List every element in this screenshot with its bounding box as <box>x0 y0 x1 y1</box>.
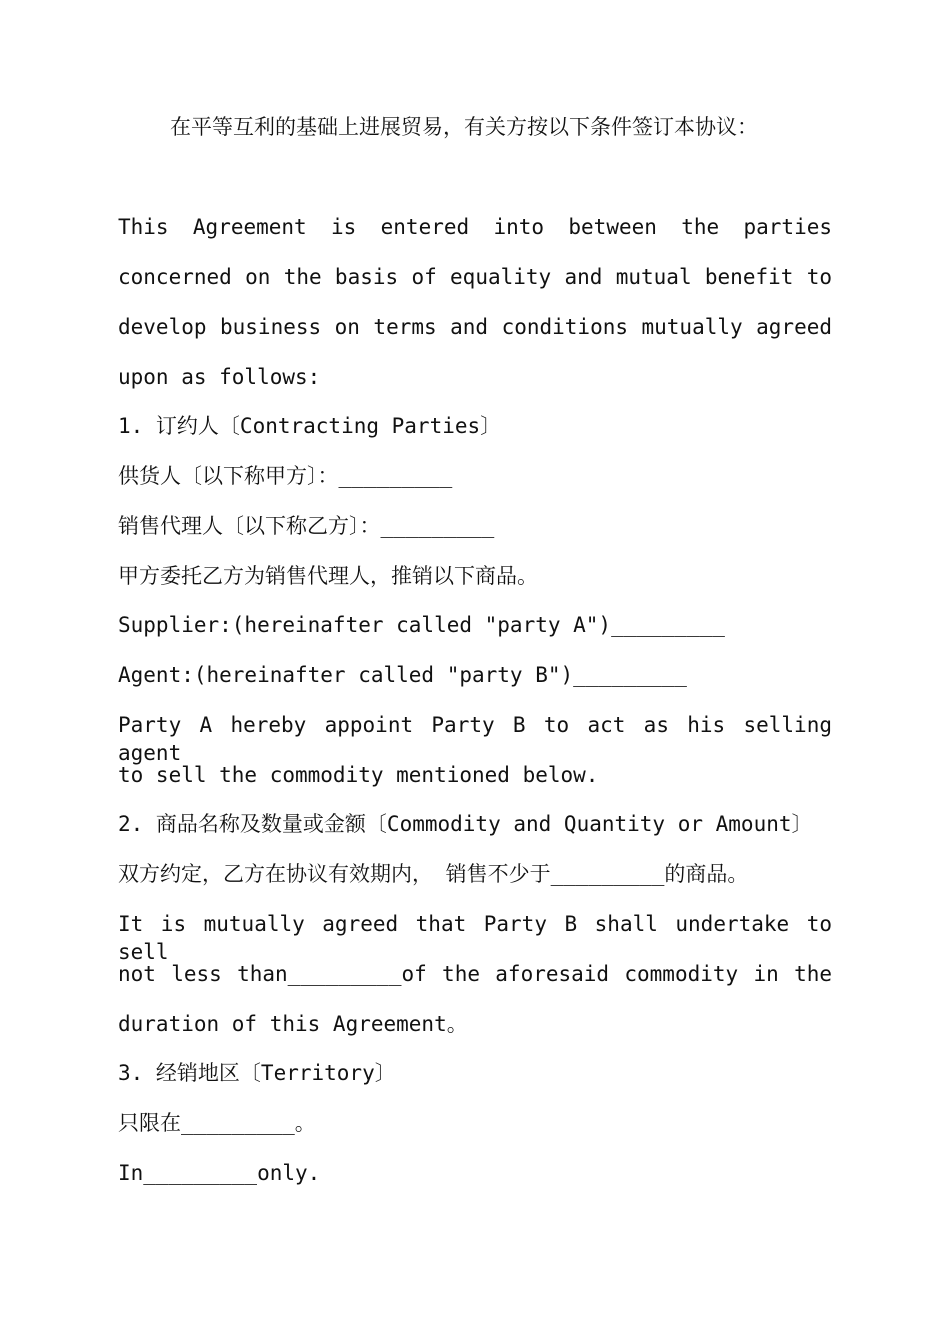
quantity-english-line-3: duration of this Agreement。 <box>118 1012 468 1036</box>
quantity-english-line-2: not less than_________of the aforesaid commodity in the <box>118 962 832 986</box>
territory-chinese: 只限在_________。 <box>118 1111 316 1135</box>
territory-english: In_________only. <box>118 1161 321 1185</box>
section-1-heading: 1. 订约人〔Contracting Parties〕 <box>118 414 502 438</box>
appointment-chinese: 甲方委托乙方为销售代理人，推销以下商品。 <box>118 564 538 588</box>
appointment-english-line-2: to sell the commodity mentioned below. <box>118 763 599 787</box>
intro-english-line-3: develop business on terms and conditions mutually agreed <box>118 315 832 339</box>
section-2-heading: 2. 商品名称及数量或金额〔Commodity and Quantity or Amount〕 <box>118 812 813 836</box>
appointment-english-line-1: Party A hereby appoint Party B to act as his selling agent <box>118 713 832 765</box>
intro-english-line-4: upon as follows: <box>118 365 321 389</box>
quantity-english-line-1: It is mutually agreed that Party B shall undertake to sell <box>118 912 832 964</box>
agent-chinese: 销售代理人〔以下称乙方〕：_________ <box>118 514 495 538</box>
section-3-heading: 3. 经销地区〔Territory〕 <box>118 1061 396 1085</box>
agent-english: Agent:(hereinafter called "party B")_________ <box>118 663 687 687</box>
quantity-chinese: 双方约定，乙方在协议有效期内， 销售不少于_________的商品。 <box>118 862 749 886</box>
intro-english-line-2: concerned on the basis of equality and mutual benefit to <box>118 265 832 289</box>
intro-chinese: 在平等互利的基础上进展贸易，有关方按以下条件签订本协议： <box>170 115 758 139</box>
supplier-chinese: 供货人〔以下称甲方〕：_________ <box>118 464 453 488</box>
intro-english-line-1: This Agreement is entered into between the parties <box>118 215 832 239</box>
supplier-english: Supplier:(hereinafter called "party A")_________ <box>118 613 725 637</box>
